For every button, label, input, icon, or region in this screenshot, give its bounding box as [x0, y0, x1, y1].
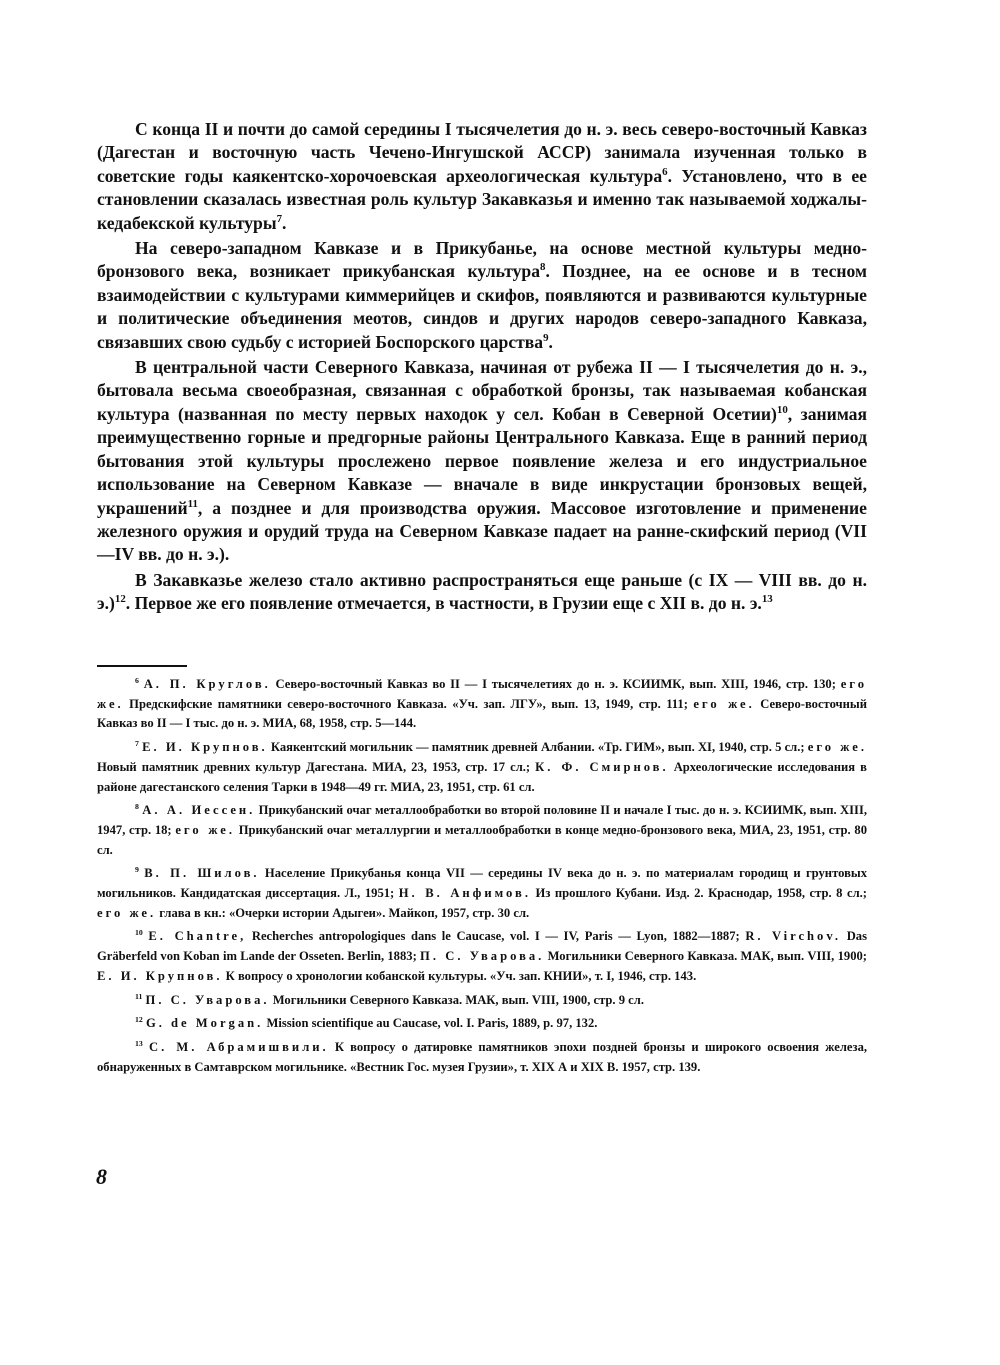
footnote-ibid: его же. [175, 822, 236, 837]
footnote-author: E. Chantre, [148, 929, 247, 944]
footnote-10 [97, 927, 867, 986]
footnote-text: Recherches antropologiques dans le Caucase, vol. I — IV, Paris — Lyon, 1882—1887; [246, 929, 746, 944]
page-number: 8 [96, 1164, 107, 1189]
footnote-author: К. Ф. Смирнов. [535, 759, 669, 774]
footnote-7 [97, 738, 867, 797]
footnote-ibid: его же. [807, 740, 867, 755]
footnote-author: С. М. Абрамишвили. [148, 1039, 329, 1054]
footnote-text: Северо-восточный Кавказ во II — I тысячелетиях до н. э. КСИИМК, вып. XIII, 1946, стр. 130; [270, 677, 841, 691]
paragraph-4 [97, 569, 867, 616]
footnote-ref: 6 [662, 165, 668, 178]
footnote-ref: 13 [761, 593, 773, 606]
footnote-number: 13 [135, 1038, 143, 1048]
footnote-text: Северо-восточный Кавказ во II — I тыс. до н. э. МИА, 68, 1958, стр. 5—144. [97, 696, 867, 731]
footnote-divider [97, 665, 187, 667]
footnote-11 [97, 991, 867, 1011]
paragraph-text: . Установлено, что в ее становлении сказалась известная роль культур Закавказья и именно так называемой ходжалы-кедабекской культуры [97, 165, 867, 233]
paragraph-text: В центральной части Северного Кавказа, начиная от рубежа II — I тысячелетия до н. э., бытовала весьма своеобразная, связанная с обработкой бронзы, так называемая кобанская культура (названная по месту первых находок у сел. Кобан в Северной Осетии) [97, 357, 867, 424]
footnote-text: Предскифские памятники северо-восточного Кавказа. «Уч. зап. ЛГУ», вып. 13, 1949, стр. 111; [123, 696, 694, 711]
footnote-6 [97, 675, 867, 734]
footnote-9 [97, 864, 867, 923]
footnote-number: 7 [135, 738, 139, 748]
paragraph-text: В Закавказье железо стало активно распространяться еще раньше (с IX — VIII вв. до н. э.) [97, 569, 867, 614]
footnote-ibid: его же. [97, 905, 157, 920]
footnote-text: Новый памятник древних культур Дагестана. МИА, 23, 1953, стр. 17 сл.; [97, 759, 536, 774]
footnote-8 [97, 801, 867, 860]
footnote-ref: 11 [187, 497, 198, 510]
footnote-text: Из прошлого Кубани. Изд. 2. Краснодар, 1958, стр. 8 сл.; [531, 886, 867, 901]
footnote-text: Mission scientifique au Caucase, vol. I. Paris, 1889, p. 97, 132. [263, 1016, 598, 1031]
footnote-13 [97, 1038, 867, 1077]
footnote-ref: 9 [543, 331, 549, 344]
footnote-author: Е. И. Крупнов. [142, 740, 268, 755]
footnote-number: 10 [135, 928, 143, 938]
footnote-author: А. А. Иессен. [142, 803, 256, 818]
footnote-text: Прикубанский очаг металлообработки во второй половине II и начале I тыс. до н. э. КСИИМК, вып. XIII, 1947, стр. 18; [97, 803, 867, 837]
paragraph-text: На северо-западном Кавказе и в Прикубанье, на основе местной культуры медно-бронзового века, возникает прикубанская культура [97, 238, 867, 282]
footnote-text: Прикубанский очаг металлургии и металлообработки в конце медно-бронзового века, МИА, 23, 1951, стр. 80 сл. [97, 822, 867, 857]
footnote-text: К вопросу о хронологии кобанской культуры. «Уч. зап. КНИИ», т. I, 1946, стр. 143. [222, 968, 697, 983]
footnote-text: Археологические исследования в районе дагестанского селения Тарки в 1948—49 гг. МИА, 23, 1951, стр. 61 сл. [97, 759, 867, 794]
footnotes [97, 675, 867, 1081]
footnote-text: Das Gräberfeld von Koban im Lande der Osseten. Berlin, 1883; [97, 929, 867, 964]
paragraph-text: . [282, 212, 287, 233]
footnote-number: 12 [135, 1015, 143, 1025]
footnote-ref: 8 [540, 261, 546, 274]
footnote-number: 6 [135, 675, 139, 685]
footnote-text: К вопросу о датировке памятников эпохи поздней бронзы и широкого освоения железа, обнаруженных в Самтаврском могильнике. «Вестник Гос. музея Грузии», т. XIX А и XIX В. 1957, стр. 139. [97, 1039, 868, 1074]
footnote-ref: 12 [114, 593, 126, 606]
footnote-ref: 10 [776, 404, 788, 417]
paragraph-3 [97, 356, 867, 567]
footnote-author: В. П. Шилов. [144, 866, 260, 881]
footnote-author: G. de Morgan. [145, 1016, 264, 1031]
footnote-text: Могильники Северного Кавказа. МАК, вып. VIII, 1900; [544, 949, 867, 964]
footnote-author: П. С. Уварова. [420, 949, 545, 964]
footnote-text: Могильники Северного Кавказа. МАК, вып. VIII, 1900, стр. 9 сл. [269, 992, 644, 1007]
footnote-text: Каякентский могильник — памятник древней Албании. «Тр. ГИМ», вып. XI, 1940, стр. 5 сл.; [267, 740, 808, 755]
footnote-ibid: его же. [693, 696, 755, 711]
footnote-ref: 7 [276, 212, 283, 225]
footnote-ibid: его же. [97, 677, 867, 711]
paragraph-text: , а позднее и для производства оружия. Массовое изготовление и применение железного оружия и орудий труда на Северном Кавказе падает на ранне-скифский период (VII—IV вв. до н. э.). [97, 497, 867, 565]
paragraph-text: . Позднее, на ее основе и в тесном взаимодействии с культурами киммерийцев и скифов, появляются и развиваются культурные и политические объединения меотов, синдов и других народов северо-западного Кавказа, связавших свою судьбу с историей Боспорского царства [97, 261, 867, 352]
main-text [97, 118, 867, 618]
footnote-author: А. П. Круглов. [143, 677, 271, 691]
footnote-number: 8 [135, 802, 139, 812]
footnote-author: П. С. Уварова. [145, 992, 270, 1007]
paragraph-text: С конца II и почти до самой середины I тысячелетия до н. э. весь северо-восточный Кавказ (Дагестан и восточную часть Чечено-Ингушской АССР) занимала изученная только в советские годы каякентско-хорочоевская археологическая культура [97, 119, 867, 186]
footnote-number: 9 [135, 865, 139, 875]
footnote-number: 11 [135, 991, 143, 1001]
footnote-text: глава в кн.: «Очерки истории Адыгеи». Майкоп, 1957, стр. 30 сл. [156, 905, 530, 920]
footnote-author: R. Virchov. [745, 929, 842, 944]
paragraph-2 [97, 237, 867, 354]
footnote-author: Н. В. Анфимов. [398, 886, 531, 901]
paragraph-1 [97, 118, 867, 235]
footnote-12 [97, 1014, 867, 1034]
paragraph-text: . [548, 331, 553, 352]
paragraph-text: . Первое же его появление отмечается, в частности, в Грузии еще с XII в. до н. э. [125, 593, 762, 614]
paragraph-text: , занимая преимущественно горные и предгорные районы Центрального Кавказа. Еще в ранний период бытования этой культуры прослежено первое появление железа и его индустриальное использование на Северном Кавказе — вначале в виде инкрустации бронзовых вещей, украшений [97, 403, 867, 518]
footnote-text: Население Прикубанья конца VII — середины IV века до н. э. по материалам городищ и грунтовых могильников. Кандидатская диссертация. Л., 1951; [97, 866, 867, 901]
footnote-author: Е. И. Крупнов. [97, 968, 223, 983]
